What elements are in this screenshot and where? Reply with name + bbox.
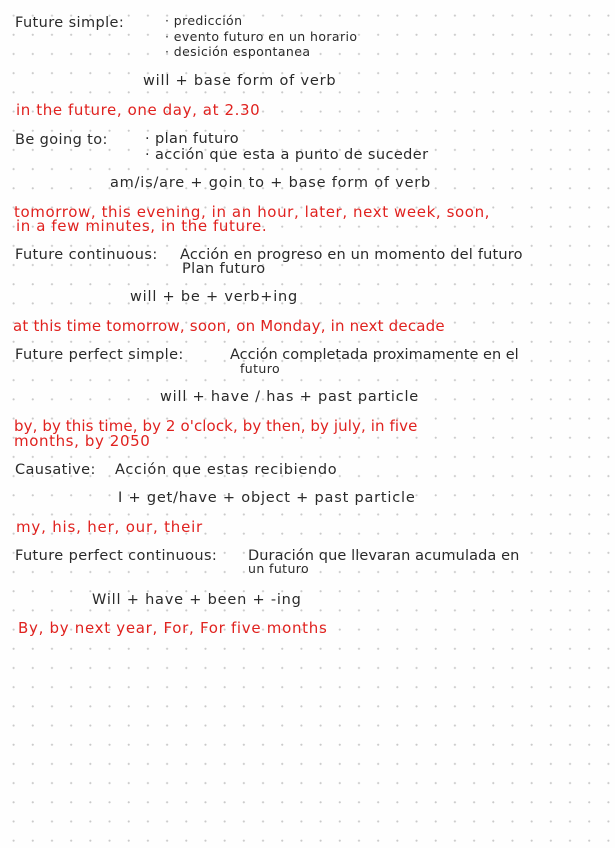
be-going-to-use-2: · acción que esta a punto de suceder bbox=[145, 147, 429, 163]
future-perfect-simple-use-1: Acción completada proximamente en el bbox=[230, 347, 519, 363]
future-perfect-continuous-use-1: Duración que llevaran acumulada en bbox=[248, 548, 520, 564]
be-going-to-use-1: · plan futuro bbox=[145, 131, 240, 147]
causative-use: Acción que estas recibiendo bbox=[115, 462, 338, 478]
future-perfect-continuous-time-expressions: By, by next year, For, For five months bbox=[18, 619, 328, 637]
future-perfect-simple-time-expressions-1: by, by this time, by 2 o'clock, by then, by july, in five bbox=[14, 417, 418, 435]
future-simple-use-2: · evento futuro en un horario bbox=[165, 29, 358, 44]
be-going-to-time-expressions-2: in a few minutes, in the future. bbox=[16, 217, 268, 235]
future-continuous-formula: will + be + verb+ing bbox=[130, 289, 299, 305]
causative-formula: I + get/have + object + past particle bbox=[118, 490, 416, 506]
future-perfect-simple-time-expressions-2: months, by 2050 bbox=[14, 432, 151, 450]
be-going-to-time-expressions-1: tomorrow, this evening, in an hour, later, next week, soon, bbox=[14, 203, 491, 221]
future-simple-use-1: · predicción bbox=[165, 13, 243, 28]
future-continuous-time-expressions: at this time tomorrow, soon, on Monday, in next decade bbox=[13, 317, 445, 335]
be-going-to-formula: am/is/are + goin to + base form of verb bbox=[110, 175, 432, 191]
future-perfect-continuous-use-2: un futuro bbox=[248, 561, 310, 576]
future-simple-time-expressions: in the future, one day, at 2.30 bbox=[16, 101, 261, 119]
future-continuous-use-2: Plan futuro bbox=[182, 261, 266, 277]
future-simple-use-3: · desición espontanea bbox=[165, 44, 311, 59]
causative-heading: Causative: bbox=[15, 462, 96, 478]
future-continuous-heading: Future continuous: bbox=[15, 247, 158, 263]
be-going-to-heading: Be going to: bbox=[15, 132, 108, 148]
future-perfect-continuous-heading: Future perfect continuous: bbox=[15, 548, 218, 564]
future-perfect-continuous-formula: Will + have + been + -ing bbox=[92, 592, 302, 608]
future-perfect-simple-use-2: futuro bbox=[240, 361, 281, 376]
future-perfect-simple-formula: will + have / has + past particle bbox=[160, 389, 420, 405]
future-simple-heading: Future simple: bbox=[15, 15, 125, 31]
future-perfect-simple-heading: Future perfect simple: bbox=[15, 347, 184, 363]
future-simple-formula: will + base form of verb bbox=[143, 73, 337, 89]
future-continuous-use-1: Acción en progreso en un momento del futuro bbox=[180, 247, 523, 263]
causative-time-expressions: my, his, her, our, their bbox=[16, 518, 204, 536]
